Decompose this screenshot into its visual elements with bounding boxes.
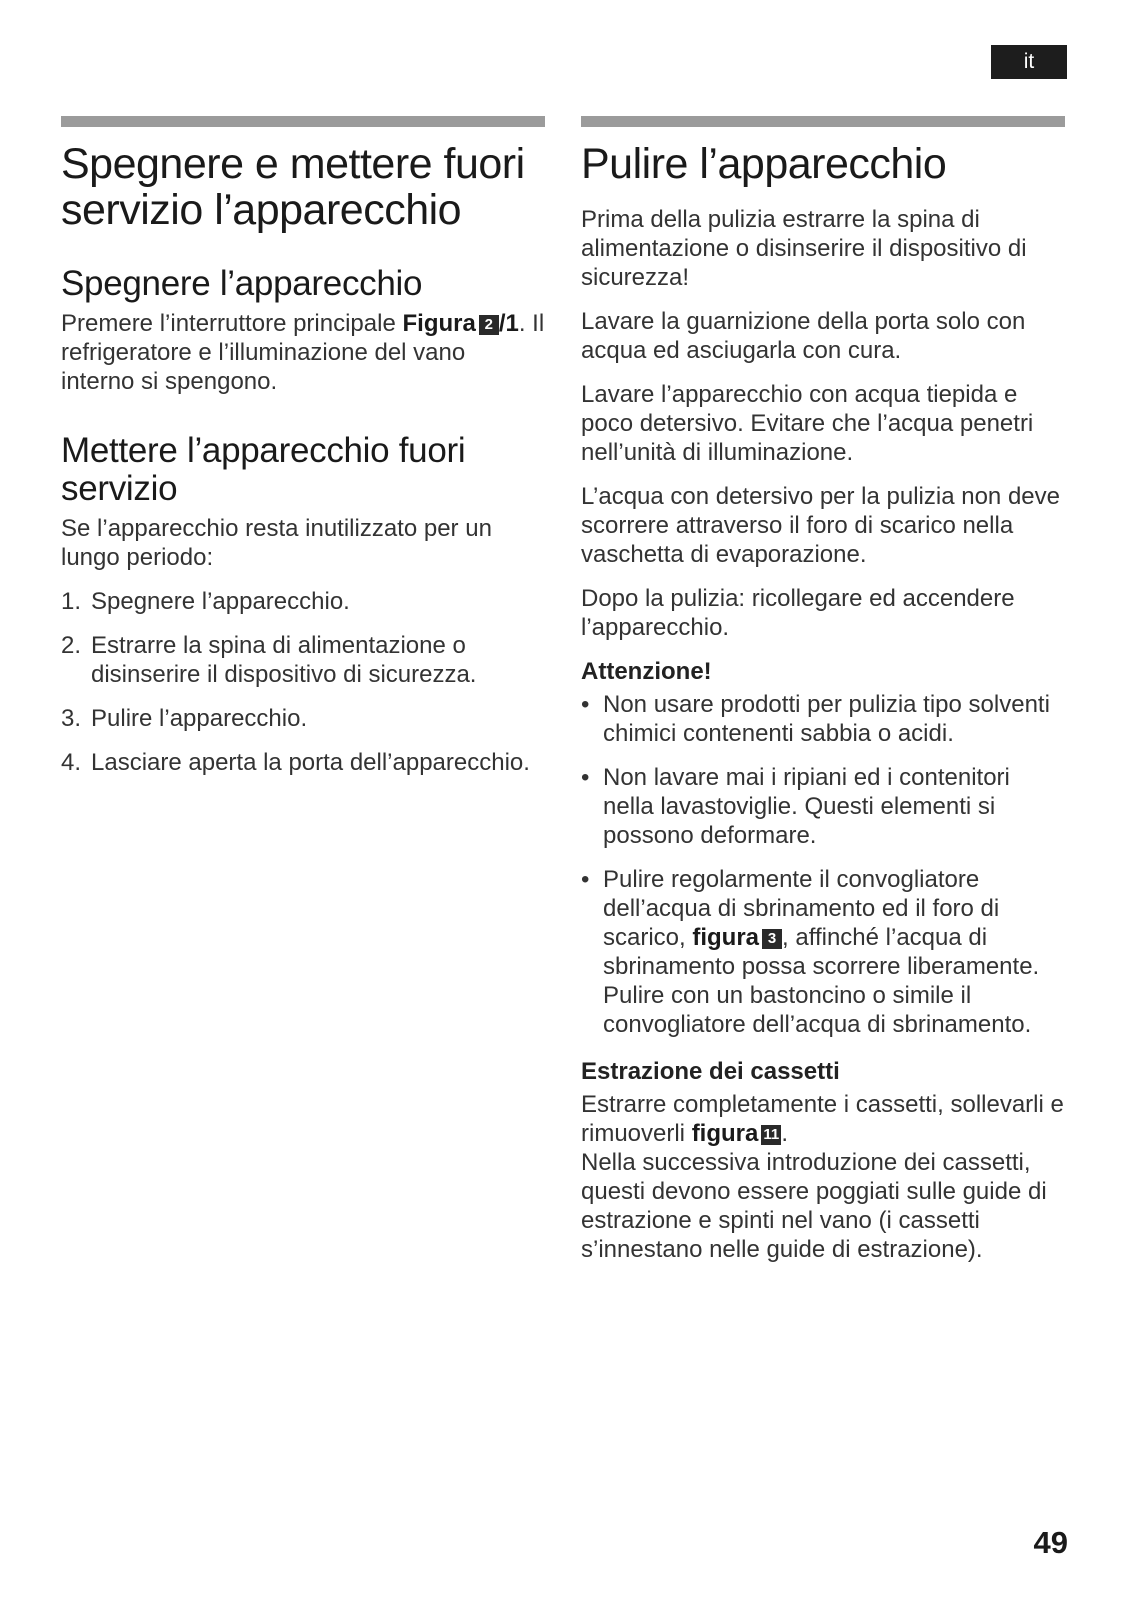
step-number: 4. (61, 749, 82, 776)
step-text: Spegnere l’apparecchio. (91, 588, 350, 615)
bullet-icon: • (581, 866, 590, 893)
right-section-title: Pulire l’apparecchio (581, 140, 947, 188)
bullet-text (603, 866, 1039, 1038)
left-section-title: Spegnere e mettere fuori servizio l’apparecchio (61, 140, 525, 234)
figure-number-badge: 2 (479, 315, 499, 335)
switch-off-heading: Spegnere l’apparecchio (61, 264, 423, 303)
bullet-icon: • (581, 764, 590, 791)
left-column (61, 116, 545, 792)
figure-reference (692, 924, 782, 951)
list-item (581, 865, 1065, 1039)
section-rule (61, 116, 545, 127)
cleaning-paragraph: Prima della pulizia estrarre la spina di alimentazione o disinserire il dispositivo di sicurezza! (581, 206, 1027, 291)
cleaning-paragraph: Dopo la pulizia: ricollegare ed accendere l’apparecchio. (581, 585, 1015, 641)
figure-reference (402, 310, 518, 337)
drawers-text (581, 1090, 1065, 1148)
bullet-text-b: , affinché l’acqua di sbrinamento possa scorrere liberamente. Pulire con un bastoncino o simile il convogliatore dell’acqua di sbrinamento. (603, 924, 1040, 1038)
figure-word: figura (691, 1120, 759, 1147)
section-rule (581, 116, 1065, 127)
list-item (61, 631, 545, 689)
drawers-text-a: Estrarre completamente i cassetti, sollevarli e rimuoverli (581, 1091, 1064, 1147)
decommission-heading: Mettere l’apparecchio fuori servizio (61, 431, 466, 508)
cleaning-paragraph: Lavare l’apparecchio con acqua tiepida e poco detersivo. Evitare che l’acqua penetri nell’unità di illuminazione. (581, 381, 1034, 466)
cleaning-paragraph: Lavare la guarnizione della porta solo con acqua ed asciugarla con cura. (581, 308, 1026, 364)
figure-suffix: /1 (498, 310, 519, 337)
decommission-steps (61, 587, 545, 777)
figure-number-badge: 3 (762, 929, 782, 949)
cleaning-paragraph: L’acqua con detersivo per la pulizia non deve scorrere attraverso il foro di scarico nella vaschetta di evaporazione. (581, 483, 1060, 568)
list-item (61, 748, 545, 777)
list-item (581, 690, 1065, 748)
bullet-icon: • (581, 691, 590, 718)
step-number: 1. (61, 588, 82, 615)
figure-word: figura (692, 924, 760, 951)
page-number: 49 (1033, 1525, 1068, 1560)
attention-heading: Attenzione! (581, 658, 712, 685)
language-tag: it (991, 45, 1067, 79)
figure-word: Figura (402, 310, 476, 337)
bullet-text: Non lavare mai i ripiani ed i contenitori nella lavastoviglie. Questi elementi si possono deformare. (603, 764, 1010, 849)
step-text: Lasciare aperta la porta dell’apparecchio. (91, 749, 530, 776)
right-column (581, 116, 1065, 1279)
step-text: Estrarre la spina di alimentazione o disinserire il dispositivo di sicurezza. (91, 632, 477, 688)
list-item (581, 763, 1065, 850)
switch-off-text (61, 309, 545, 396)
list-item (61, 704, 545, 733)
step-number: 3. (61, 705, 82, 732)
figure-reference (692, 1120, 782, 1147)
list-item (61, 587, 545, 616)
figure-number-badge: 11 (761, 1125, 781, 1145)
switch-off-text-b: . Il refrigeratore e l’illuminazione del vano interno si spengono. (61, 310, 545, 395)
step-text: Pulire l’apparecchio. (91, 705, 308, 732)
decommission-intro: Se l’apparecchio resta inutilizzato per un lungo periodo: (61, 515, 492, 571)
step-number: 2. (61, 632, 82, 659)
bullet-text: Non usare prodotti per pulizia tipo solventi chimici contenenti sabbia o acidi. (603, 691, 1050, 747)
attention-list (581, 690, 1065, 1039)
drawers-text-b: . (781, 1120, 789, 1147)
drawers-text-continued: Nella successiva introduzione dei cassetti, questi devono essere poggiati sulle guide di estrazione e spinti nel vano (i cassetti s’innestano nelle guide di estrazione). (581, 1149, 1047, 1263)
switch-off-text-a: Premere l’interruttore principale (61, 310, 396, 337)
bullet-text-a: Pulire regolarmente il convogliatore dell’acqua di sbrinamento ed il foro di scarico, (603, 866, 1000, 951)
drawers-heading: Estrazione dei cassetti (581, 1058, 840, 1085)
